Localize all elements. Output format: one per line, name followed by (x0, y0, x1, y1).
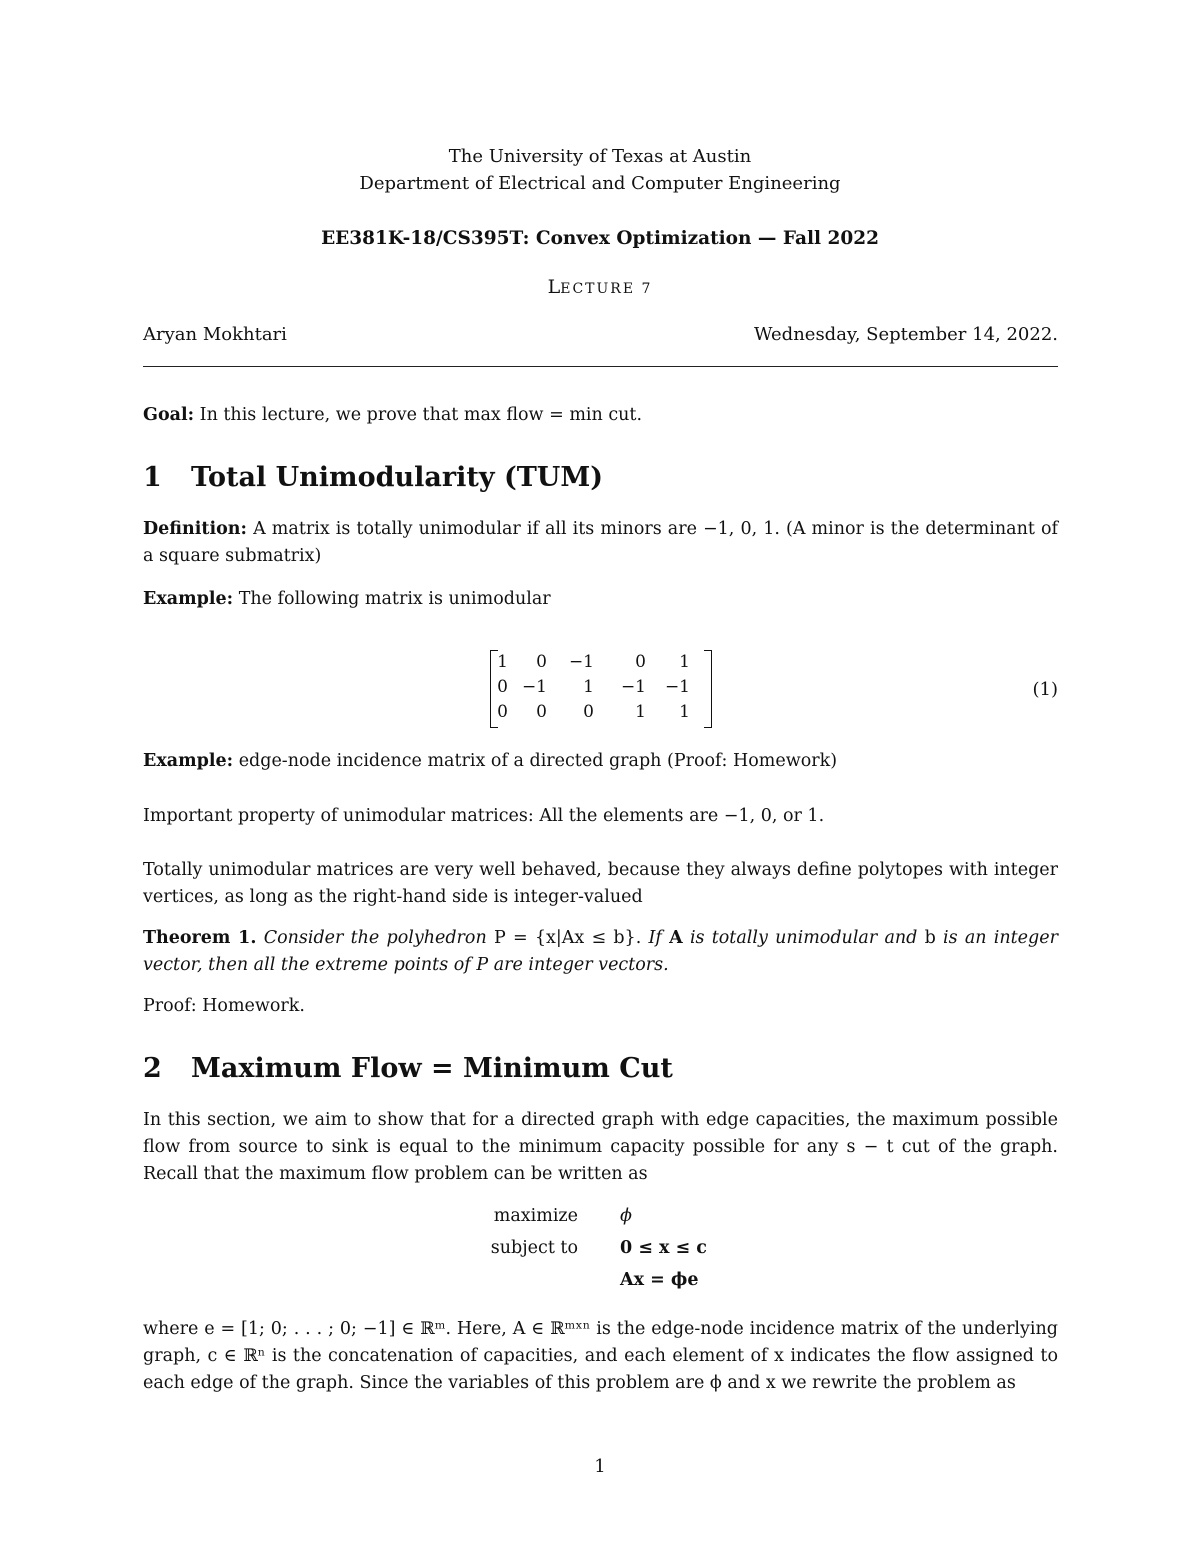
matrix-cell: 0 (497, 702, 508, 722)
behaved-paragraph: Totally unimodular matrices are very well behaved, because they always define polytopes with integer vertices, as long as the right-hand side is integer-valued (143, 860, 1058, 907)
definition-text: A matrix is totally unimodular if all its minors are −1, 0, 1. (A minor is the determinant of a square submatrix) (143, 519, 1058, 566)
theorem-label: Theorem 1. (143, 928, 257, 948)
theorem-math-3: b (924, 928, 936, 948)
department-name: Department of Electrical and Computer Engineering (359, 173, 841, 194)
theorem-text-1: Consider the polyhedron (263, 928, 487, 948)
section-1-number: 1 (143, 462, 162, 493)
theorem-math-2: A (669, 928, 683, 948)
opt-constraint-2: Ax = ϕe (620, 1270, 699, 1290)
theorem-math-1: P = {x|Ax ≤ b}. (493, 928, 642, 948)
matrix-cell: −1 (620, 677, 646, 697)
section-2-number: 2 (143, 1053, 162, 1084)
matrix-cell: 1 (583, 677, 594, 697)
opt-maximize-label: maximize (493, 1206, 578, 1226)
proof-paragraph: Proof: Homework. (143, 996, 305, 1016)
example-2-label: Example: (143, 751, 234, 771)
property-paragraph: Important property of unimodular matrices: All the elements are −1, 0, or 1. (143, 806, 825, 826)
matrix-row (490, 652, 712, 678)
definition-paragraph (143, 516, 1058, 570)
matrix-cell: 0 (497, 677, 508, 697)
theorem-text-2: If (648, 928, 662, 948)
example-matrix (490, 650, 712, 728)
matrix-cell: −1 (521, 677, 547, 697)
example-1-paragraph (143, 586, 1058, 613)
matrix-row (490, 677, 712, 703)
matrix-row (490, 702, 712, 728)
matrix-cell: 0 (536, 702, 547, 722)
goal-text: In this lecture, we prove that max flow = min cut. (199, 405, 643, 425)
lecture-date: Wednesday, September 14, 2022. (753, 324, 1058, 345)
course-title: EE381K-18/CS395T: Convex Optimization — Fall 2022 (321, 228, 879, 249)
where-paragraph: where e = [1; 0; . . . ; 0; −1] ∈ ℝᵐ. Here, A ∈ ℝᵐˣⁿ is the edge-node incidence matrix of the underlying graph, c ∈ ℝⁿ is the concatenation of capacities, and each element of x indicates the flow assigned to each edge of the graph. Since the variables of this problem are ϕ and x we rewrite the problem as (143, 1319, 1058, 1393)
matrix-cell: −1 (568, 652, 594, 672)
section-1-title: Total Unimodularity (TUM) (191, 462, 604, 493)
definition-label: Definition: (143, 519, 247, 539)
header-rule (143, 366, 1058, 367)
matrix-cell: 1 (679, 652, 690, 672)
matrix-cell: 1 (679, 702, 690, 722)
matrix-cell: 1 (497, 652, 508, 672)
matrix-cell: −1 (664, 677, 690, 697)
page-number: 1 (594, 1456, 606, 1477)
lecture-number (0, 276, 1200, 298)
matrix-cell: 0 (536, 652, 547, 672)
section-2-heading (143, 1053, 673, 1084)
theorem-text-3: is totally unimodular and (689, 928, 918, 948)
theorem-math-4: P (476, 955, 489, 975)
theorem-text-5: are integer vectors. (493, 955, 669, 975)
matrix-cell: 0 (635, 652, 646, 672)
opt-constraint-1: 0 ≤ x ≤ c (620, 1238, 707, 1258)
author-name: Aryan Mokhtari (143, 324, 287, 345)
section-2-intro-paragraph: In this section, we aim to show that for a directed graph with edge capacities, the maximum possible flow from source to sink is equal to the minimum capacity possible for any s − t cut of the graph. Recall that the maximum flow problem can be written as (143, 1110, 1058, 1184)
matrix-cell: 0 (583, 702, 594, 722)
theorem-paragraph (143, 925, 1058, 979)
equation-number: (1) (1032, 679, 1058, 700)
example-1-text: The following matrix is unimodular (238, 589, 551, 609)
opt-objective: ϕ (620, 1206, 632, 1226)
matrix-cell: 1 (635, 702, 646, 722)
section-2-title: Maximum Flow = Minimum Cut (191, 1053, 673, 1084)
theorem-text-4: is an integer vector, then all the extreme points of (143, 928, 1058, 975)
example-1-label: Example: (143, 589, 234, 609)
section-1-heading (143, 462, 603, 493)
goal-label: Goal: (143, 405, 195, 425)
lecture-rest: ECTURE 7 (560, 281, 653, 297)
university-name: The University of Texas at Austin (448, 146, 752, 167)
opt-subject-to-label: subject to (490, 1238, 578, 1258)
lecture-first-letter: L (547, 276, 561, 298)
example-2-paragraph (143, 748, 1058, 775)
goal-paragraph (143, 402, 1058, 429)
example-2-text: edge-node incidence matrix of a directed graph (Proof: Homework) (238, 751, 838, 771)
